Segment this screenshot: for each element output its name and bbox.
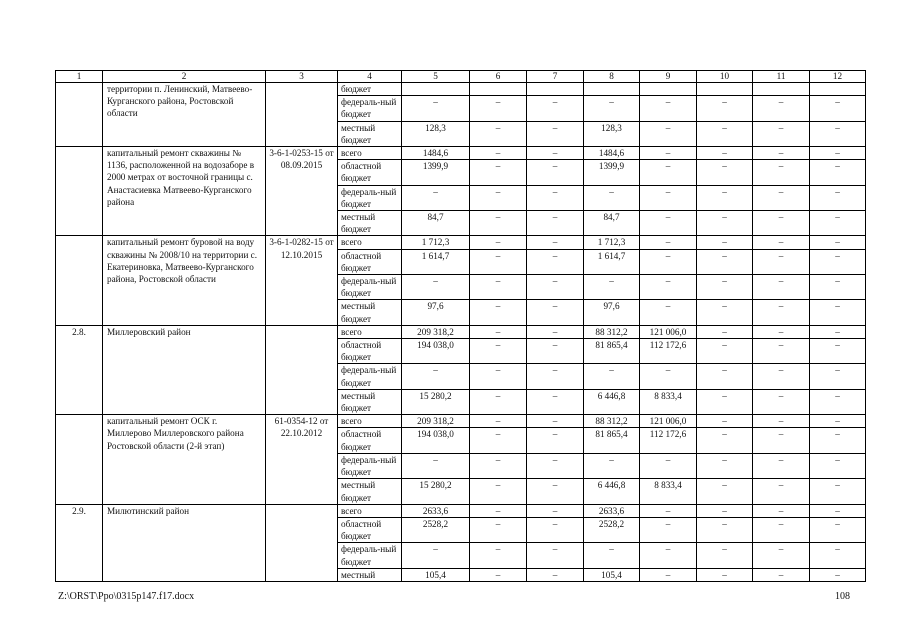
- amount-cell: 1399,9: [584, 160, 640, 185]
- amount-cell: 88 312,2: [584, 415, 640, 428]
- funding-source: всего: [338, 415, 402, 428]
- amount-cell: –: [810, 236, 866, 249]
- table-row: [56, 147, 866, 160]
- amount-cell: –: [810, 389, 866, 414]
- amount-cell: 84,7: [584, 211, 640, 236]
- amount-cell: –: [753, 325, 810, 338]
- item-name: Миллеровский район: [103, 325, 266, 414]
- amount-cell: –: [640, 96, 697, 121]
- amount-cell: –: [584, 364, 640, 389]
- column-header: 6: [470, 71, 527, 83]
- amount-cell: –: [470, 479, 527, 504]
- amount-cell: –: [640, 543, 697, 568]
- amount-cell: –: [527, 160, 584, 185]
- item-number: [56, 415, 103, 504]
- footer-file-path: Z:\ORST\Ppo\0315p147.f17.docx: [58, 591, 195, 602]
- amount-cell: –: [470, 121, 527, 146]
- amount-cell: –: [584, 96, 640, 121]
- amount-cell: –: [527, 568, 584, 581]
- amount-cell: –: [470, 389, 527, 414]
- amount-cell: –: [584, 453, 640, 478]
- amount-cell: –: [584, 275, 640, 300]
- funding-source: всего: [338, 325, 402, 338]
- column-header: 9: [640, 71, 697, 83]
- amount-cell: –: [402, 543, 470, 568]
- amount-cell: –: [640, 453, 697, 478]
- amount-cell: 209 318,2: [402, 325, 470, 338]
- amount-cell: –: [527, 236, 584, 249]
- funding-source: федераль-ный бюджет: [338, 185, 402, 210]
- amount-cell: –: [470, 185, 527, 210]
- amount-cell: –: [810, 121, 866, 146]
- funding-source: федераль-ный бюджет: [338, 453, 402, 478]
- column-header: 1: [56, 71, 103, 83]
- amount-cell: 1484,6: [402, 147, 470, 160]
- amount-cell: 8 833,4: [640, 479, 697, 504]
- amount-cell: –: [697, 479, 753, 504]
- amount-cell: –: [527, 479, 584, 504]
- amount-cell: 2528,2: [402, 517, 470, 542]
- amount-cell: –: [697, 300, 753, 325]
- amount-cell: –: [527, 453, 584, 478]
- amount-cell: 2633,6: [402, 504, 470, 517]
- amount-cell: –: [810, 415, 866, 428]
- funding-source: бюджет: [338, 83, 402, 96]
- amount-cell: –: [697, 415, 753, 428]
- amount-cell: –: [810, 160, 866, 185]
- amount-cell: –: [810, 453, 866, 478]
- amount-cell: –: [810, 543, 866, 568]
- amount-cell: –: [810, 185, 866, 210]
- amount-cell: 15 280,2: [402, 389, 470, 414]
- amount-cell: –: [697, 236, 753, 249]
- amount-cell: –: [753, 249, 810, 274]
- amount-cell: –: [527, 275, 584, 300]
- amount-cell: –: [753, 236, 810, 249]
- amount-cell: 194 038,0: [402, 339, 470, 364]
- amount-cell: –: [697, 568, 753, 581]
- amount-cell: 209 318,2: [402, 415, 470, 428]
- amount-cell: –: [753, 300, 810, 325]
- amount-cell: –: [470, 211, 527, 236]
- item-name: капитальный ремонт ОСК г. Миллерово Миллеровского района Ростовской области (2-й этап): [103, 415, 266, 504]
- column-header: 11: [753, 71, 810, 83]
- column-header: 5: [402, 71, 470, 83]
- amount-cell: 128,3: [402, 121, 470, 146]
- amount-cell: –: [697, 249, 753, 274]
- amount-cell: –: [470, 160, 527, 185]
- amount-cell: [527, 83, 584, 96]
- amount-cell: –: [640, 300, 697, 325]
- amount-cell: –: [640, 504, 697, 517]
- amount-cell: –: [640, 364, 697, 389]
- amount-cell: 97,6: [402, 300, 470, 325]
- column-header: 10: [697, 71, 753, 83]
- item-number: [56, 83, 103, 147]
- amount-cell: –: [810, 517, 866, 542]
- amount-cell: 81 865,4: [584, 339, 640, 364]
- amount-cell: [470, 83, 527, 96]
- amount-cell: 81 865,4: [584, 428, 640, 453]
- amount-cell: –: [753, 96, 810, 121]
- amount-cell: 6 446,8: [584, 479, 640, 504]
- amount-cell: [810, 83, 866, 96]
- amount-cell: 1 614,7: [584, 249, 640, 274]
- amount-cell: –: [527, 504, 584, 517]
- column-header: 3: [266, 71, 338, 83]
- funding-source: областной бюджет: [338, 339, 402, 364]
- amount-cell: –: [527, 185, 584, 210]
- amount-cell: [753, 83, 810, 96]
- column-header: 12: [810, 71, 866, 83]
- amount-cell: –: [697, 453, 753, 478]
- amount-cell: 97,6: [584, 300, 640, 325]
- table-row: [56, 504, 866, 517]
- document-ref: 61-0354-12 от 22.10.2012: [266, 415, 338, 504]
- funding-source: местный бюджет: [338, 121, 402, 146]
- funding-source: областной бюджет: [338, 517, 402, 542]
- amount-cell: –: [753, 389, 810, 414]
- amount-cell: –: [810, 96, 866, 121]
- funding-source: местный бюджет: [338, 300, 402, 325]
- amount-cell: –: [810, 275, 866, 300]
- amount-cell: –: [810, 325, 866, 338]
- amount-cell: –: [527, 543, 584, 568]
- funding-source: местный бюджет: [338, 479, 402, 504]
- amount-cell: –: [527, 249, 584, 274]
- footer-page-number: 108: [835, 591, 850, 602]
- amount-cell: –: [810, 211, 866, 236]
- column-header: 4: [338, 71, 402, 83]
- funding-source: федераль-ный бюджет: [338, 543, 402, 568]
- item-number: [56, 236, 103, 325]
- funding-source: областной бюджет: [338, 428, 402, 453]
- amount-cell: 105,4: [584, 568, 640, 581]
- amount-cell: –: [402, 275, 470, 300]
- amount-cell: –: [753, 415, 810, 428]
- amount-cell: –: [753, 211, 810, 236]
- item-name: Милютинский район: [103, 504, 266, 581]
- amount-cell: –: [753, 517, 810, 542]
- amount-cell: 8 833,4: [640, 389, 697, 414]
- amount-cell: –: [470, 428, 527, 453]
- amount-cell: –: [640, 211, 697, 236]
- funding-source: федераль-ный бюджет: [338, 96, 402, 121]
- amount-cell: –: [470, 543, 527, 568]
- document-ref: 3-6-1-0282-15 от 12.10.2015: [266, 236, 338, 325]
- amount-cell: –: [697, 428, 753, 453]
- funding-source: местный бюджет: [338, 211, 402, 236]
- amount-cell: –: [640, 121, 697, 146]
- amount-cell: [584, 83, 640, 96]
- amount-cell: –: [470, 453, 527, 478]
- amount-cell: 1 614,7: [402, 249, 470, 274]
- amount-cell: –: [402, 364, 470, 389]
- amount-cell: 112 172,6: [640, 339, 697, 364]
- amount-cell: –: [640, 568, 697, 581]
- amount-cell: –: [470, 364, 527, 389]
- item-number: [56, 147, 103, 236]
- amount-cell: 121 006,0: [640, 325, 697, 338]
- amount-cell: –: [402, 453, 470, 478]
- amount-cell: –: [470, 339, 527, 364]
- amount-cell: –: [697, 389, 753, 414]
- item-name: территории п. Ленинский, Матвеево-Курганского района, Ростовской области: [103, 83, 266, 147]
- funding-source: местный бюджет: [338, 389, 402, 414]
- amount-cell: –: [810, 504, 866, 517]
- amount-cell: –: [470, 415, 527, 428]
- column-header: 8: [584, 71, 640, 83]
- table-row: [56, 325, 866, 338]
- amount-cell: –: [640, 249, 697, 274]
- amount-cell: [697, 83, 753, 96]
- amount-cell: –: [753, 479, 810, 504]
- document-ref: [266, 325, 338, 414]
- amount-cell: –: [527, 121, 584, 146]
- amount-cell: 1399,9: [402, 160, 470, 185]
- budget-table: [55, 70, 866, 582]
- amount-cell: –: [527, 517, 584, 542]
- amount-cell: –: [640, 147, 697, 160]
- item-name: капитальный ремонт скважины № 1136, расположенной на водозаборе в 2000 метрах от восточной границы с. Анастасиевка Матвеево-Курганского района: [103, 147, 266, 236]
- amount-cell: –: [402, 96, 470, 121]
- amount-cell: –: [810, 568, 866, 581]
- amount-cell: –: [470, 275, 527, 300]
- amount-cell: –: [697, 517, 753, 542]
- amount-cell: –: [810, 479, 866, 504]
- amount-cell: –: [753, 185, 810, 210]
- amount-cell: 1 712,3: [584, 236, 640, 249]
- amount-cell: –: [470, 325, 527, 338]
- amount-cell: –: [527, 300, 584, 325]
- column-header: 7: [527, 71, 584, 83]
- amount-cell: –: [753, 160, 810, 185]
- amount-cell: 15 280,2: [402, 479, 470, 504]
- amount-cell: 128,3: [584, 121, 640, 146]
- amount-cell: 112 172,6: [640, 428, 697, 453]
- amount-cell: –: [697, 543, 753, 568]
- amount-cell: –: [470, 96, 527, 121]
- amount-cell: –: [640, 185, 697, 210]
- amount-cell: –: [640, 236, 697, 249]
- amount-cell: –: [753, 428, 810, 453]
- amount-cell: –: [810, 364, 866, 389]
- amount-cell: –: [697, 325, 753, 338]
- amount-cell: –: [470, 300, 527, 325]
- table-row: [56, 415, 866, 428]
- funding-source: областной бюджет: [338, 160, 402, 185]
- amount-cell: [402, 83, 470, 96]
- amount-cell: –: [640, 160, 697, 185]
- amount-cell: 2633,6: [584, 504, 640, 517]
- funding-source: всего: [338, 147, 402, 160]
- amount-cell: –: [697, 121, 753, 146]
- amount-cell: –: [753, 121, 810, 146]
- amount-cell: –: [640, 275, 697, 300]
- amount-cell: –: [527, 339, 584, 364]
- amount-cell: –: [527, 147, 584, 160]
- amount-cell: –: [753, 275, 810, 300]
- amount-cell: –: [527, 415, 584, 428]
- amount-cell: –: [753, 147, 810, 160]
- amount-cell: –: [470, 504, 527, 517]
- amount-cell: –: [697, 185, 753, 210]
- amount-cell: –: [753, 339, 810, 364]
- item-number: 2.8.: [56, 325, 103, 414]
- amount-cell: –: [470, 249, 527, 274]
- amount-cell: –: [697, 339, 753, 364]
- amount-cell: –: [527, 325, 584, 338]
- funding-source: всего: [338, 504, 402, 517]
- amount-cell: –: [753, 504, 810, 517]
- amount-cell: 88 312,2: [584, 325, 640, 338]
- amount-cell: –: [527, 96, 584, 121]
- amount-cell: –: [470, 568, 527, 581]
- table-row: [56, 236, 866, 249]
- amount-cell: –: [584, 185, 640, 210]
- amount-cell: –: [470, 147, 527, 160]
- amount-cell: 2528,2: [584, 517, 640, 542]
- amount-cell: –: [697, 160, 753, 185]
- table-body: [56, 71, 866, 582]
- column-header: 2: [103, 71, 266, 83]
- amount-cell: 1484,6: [584, 147, 640, 160]
- table-row: [56, 83, 866, 96]
- amount-cell: –: [697, 147, 753, 160]
- header-row: [56, 71, 866, 83]
- amount-cell: –: [527, 364, 584, 389]
- amount-cell: 194 038,0: [402, 428, 470, 453]
- document-ref: 3-6-1-0253-15 от 08.09.2015: [266, 147, 338, 236]
- amount-cell: –: [697, 504, 753, 517]
- amount-cell: –: [810, 428, 866, 453]
- amount-cell: –: [584, 543, 640, 568]
- amount-cell: 121 006,0: [640, 415, 697, 428]
- item-number: 2.9.: [56, 504, 103, 581]
- amount-cell: –: [640, 517, 697, 542]
- amount-cell: –: [470, 517, 527, 542]
- amount-cell: –: [697, 211, 753, 236]
- amount-cell: –: [753, 453, 810, 478]
- amount-cell: –: [810, 249, 866, 274]
- amount-cell: –: [753, 543, 810, 568]
- document-ref: [266, 504, 338, 581]
- document-ref: [266, 83, 338, 147]
- funding-source: местный: [338, 568, 402, 581]
- amount-cell: –: [697, 96, 753, 121]
- amount-cell: –: [753, 568, 810, 581]
- amount-cell: [640, 83, 697, 96]
- funding-source: областной бюджет: [338, 249, 402, 274]
- funding-source: всего: [338, 236, 402, 249]
- funding-source: федераль-ный бюджет: [338, 364, 402, 389]
- amount-cell: –: [527, 211, 584, 236]
- amount-cell: –: [697, 364, 753, 389]
- funding-source: федераль-ный бюджет: [338, 275, 402, 300]
- amount-cell: –: [810, 300, 866, 325]
- amount-cell: –: [527, 389, 584, 414]
- amount-cell: 6 446,8: [584, 389, 640, 414]
- amount-cell: –: [402, 185, 470, 210]
- amount-cell: 1 712,3: [402, 236, 470, 249]
- amount-cell: 105,4: [402, 568, 470, 581]
- amount-cell: –: [470, 236, 527, 249]
- amount-cell: –: [527, 428, 584, 453]
- item-name: капитальный ремонт буровой на воду скважины № 2008/10 на территории с. Екатериновка, Матвеево-Курганского района, Ростовской области: [103, 236, 266, 325]
- amount-cell: 84,7: [402, 211, 470, 236]
- amount-cell: –: [810, 147, 866, 160]
- amount-cell: –: [753, 364, 810, 389]
- amount-cell: –: [810, 339, 866, 364]
- amount-cell: –: [697, 275, 753, 300]
